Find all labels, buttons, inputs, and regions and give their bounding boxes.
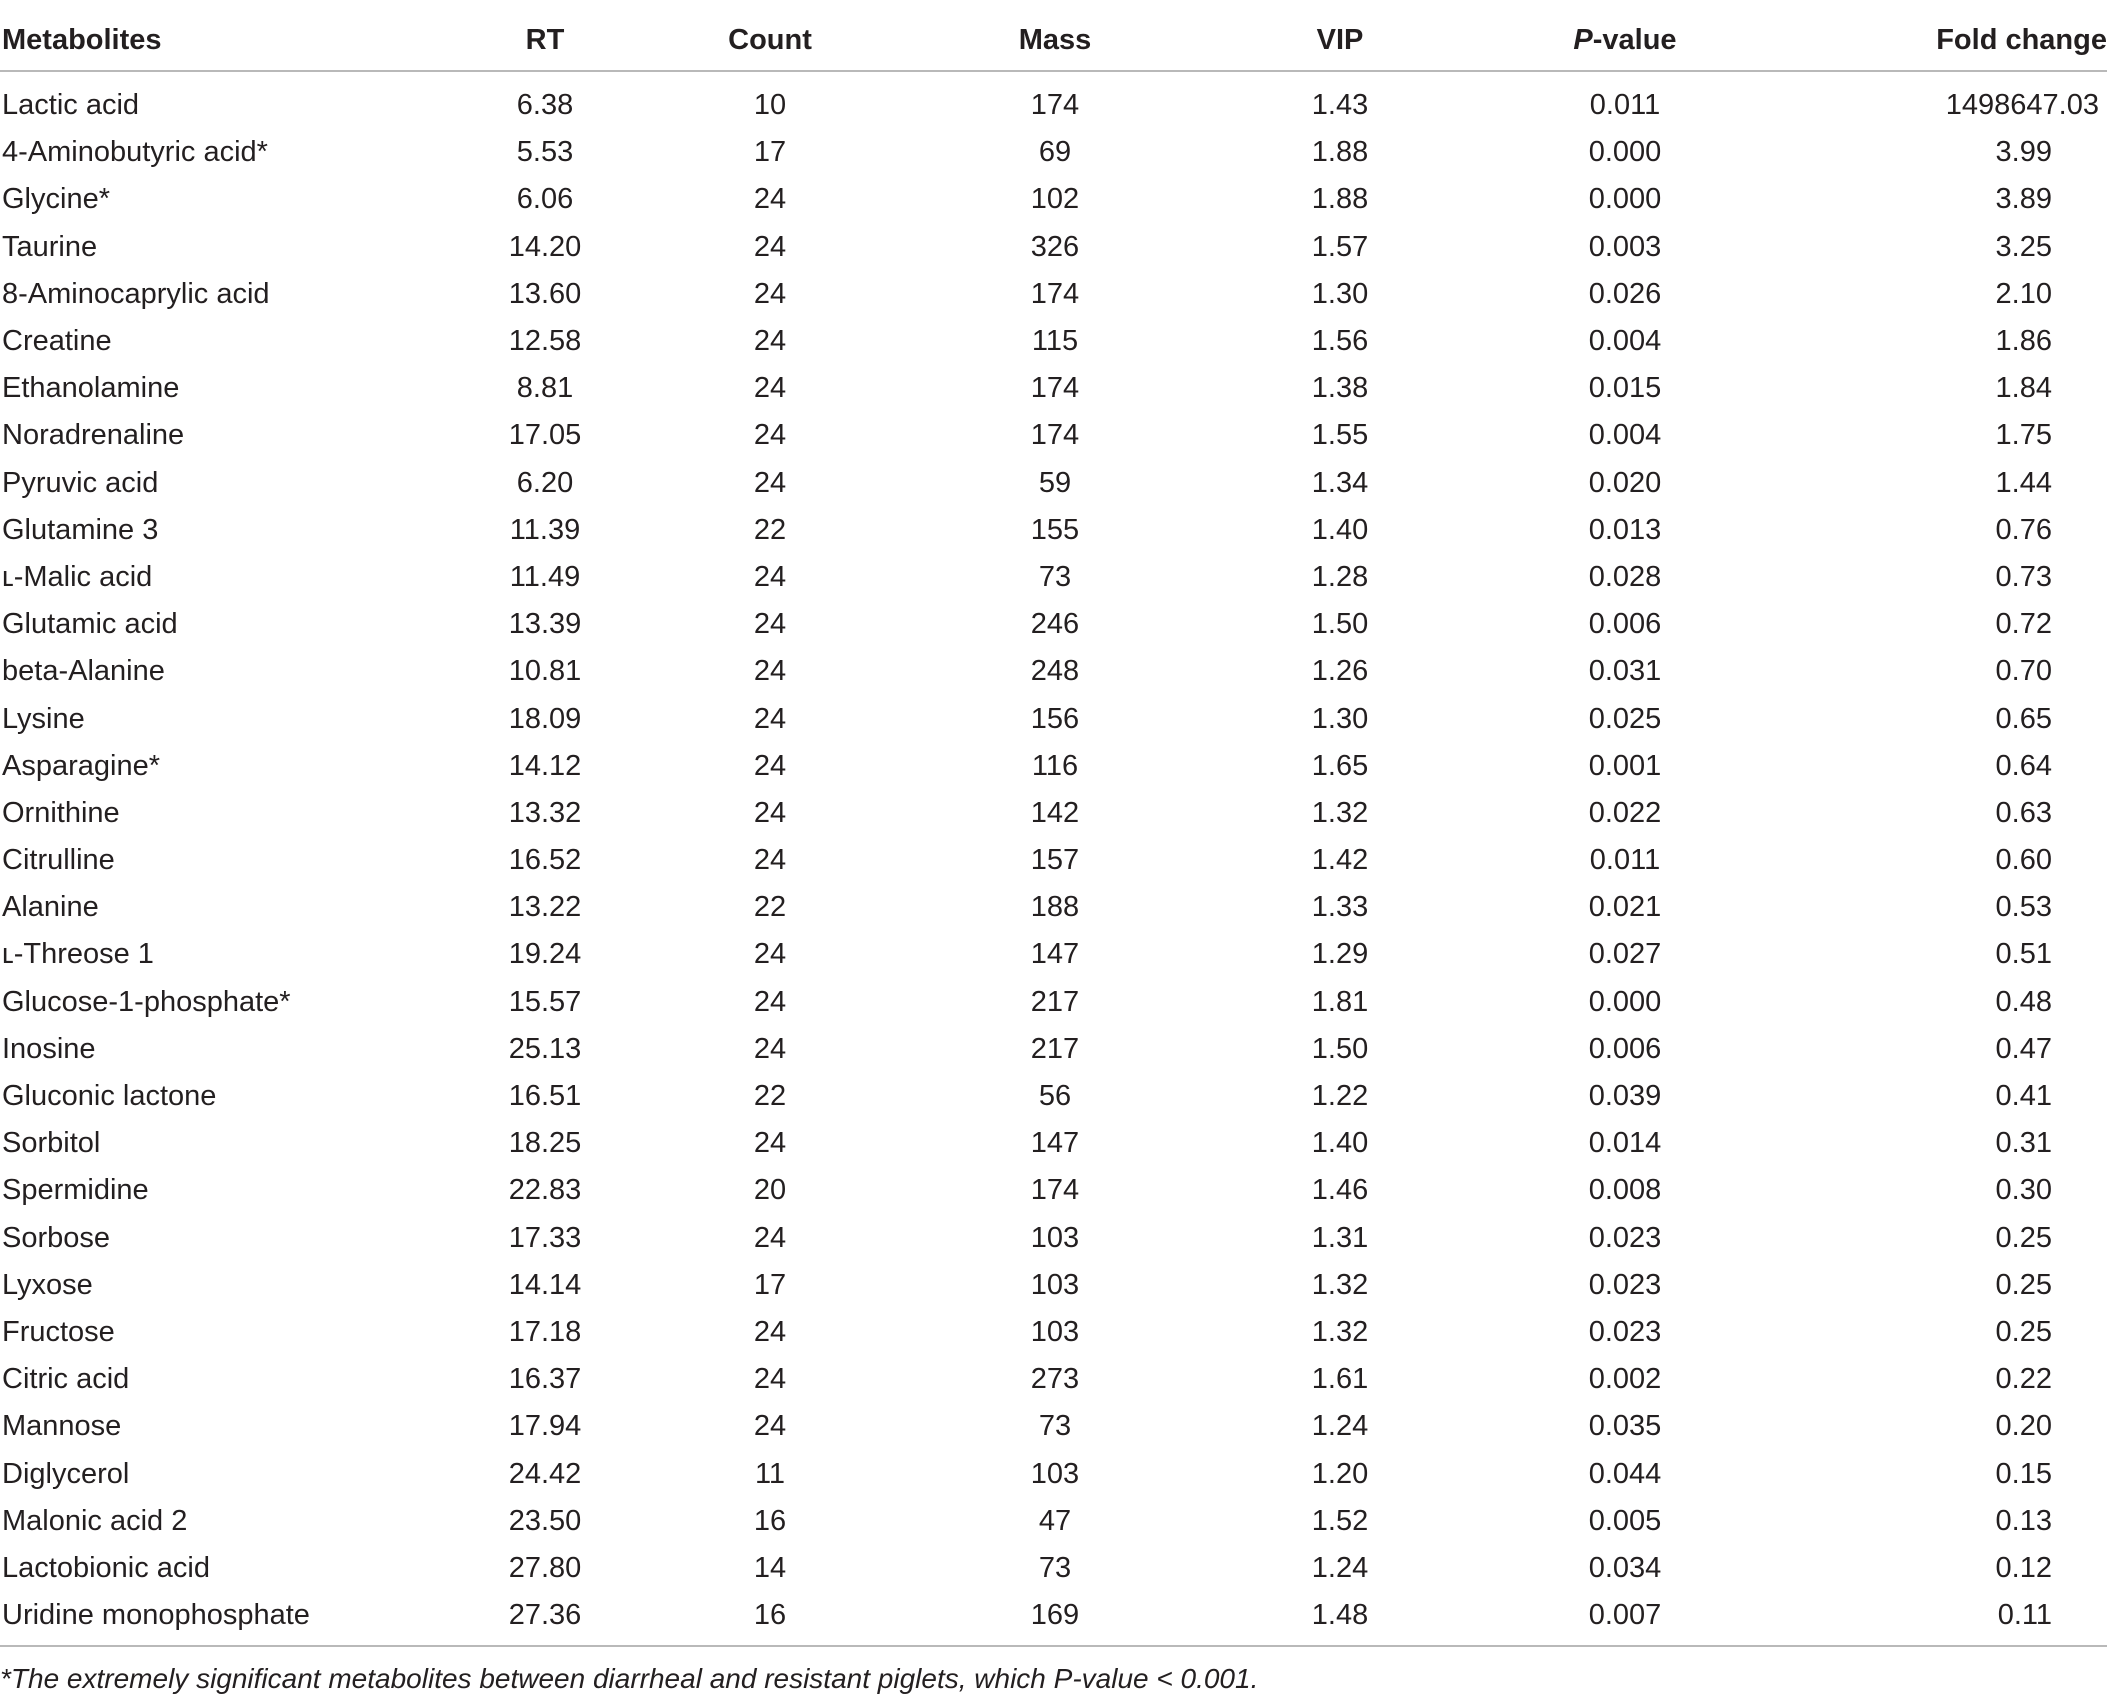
cell-p-value: 0.035 xyxy=(1588,1410,1662,1443)
cell-rt: 14.12 xyxy=(508,749,582,782)
header-mass: Mass xyxy=(920,10,1190,71)
cell-vip: 1.56 xyxy=(1311,325,1369,358)
cell-count: 24 xyxy=(753,985,787,1018)
table-row xyxy=(0,601,2107,648)
cell-count: 17 xyxy=(753,1268,787,1301)
cell-mass: 157 xyxy=(1030,844,1080,877)
header-fold-change: Fold change xyxy=(1760,10,2107,71)
cell-p-value: 0.011 xyxy=(1589,844,1661,877)
cell-count: 24 xyxy=(753,938,787,971)
cell-rt: 27.80 xyxy=(508,1551,582,1584)
header-count: Count xyxy=(620,10,920,71)
table-row xyxy=(0,648,2107,695)
cell-fold-change: 1.75 xyxy=(1995,419,2052,452)
cell-metabolite: Ornithine xyxy=(2,796,120,829)
cell-fold-change: 0.70 xyxy=(1995,655,2052,688)
cell-count: 24 xyxy=(753,277,787,310)
cell-vip: 1.32 xyxy=(1311,1268,1369,1301)
cell-mass: 248 xyxy=(1030,655,1080,688)
cell-fold-change: 0.48 xyxy=(1995,985,2052,1018)
cell-p-value: 0.039 xyxy=(1588,1080,1662,1113)
cell-count: 24 xyxy=(753,1410,787,1443)
cell-fold-change: 0.41 xyxy=(1995,1080,2052,1113)
cell-vip: 1.81 xyxy=(1311,985,1369,1018)
cell-vip: 1.30 xyxy=(1311,277,1369,310)
cell-vip: 1.55 xyxy=(1311,419,1369,452)
table-footnote: *The extremely significant metabolites between diarrheal and resistant piglets, which P-value < 0.001. xyxy=(0,1663,1259,1694)
cell-mass: 174 xyxy=(1030,89,1080,122)
table-row xyxy=(0,224,2107,271)
cell-mass: 273 xyxy=(1030,1363,1080,1396)
cell-rt: 10.81 xyxy=(508,655,582,688)
cell-vip: 1.32 xyxy=(1311,1315,1369,1348)
cell-p-value: 0.025 xyxy=(1588,702,1662,735)
header-p-suffix: -value xyxy=(1592,23,1677,56)
cell-mass: 103 xyxy=(1030,1457,1080,1490)
cell-vip: 1.65 xyxy=(1311,749,1369,782)
cell-metabolite: Glucose-1-phosphate* xyxy=(2,985,291,1018)
cell-rt: 16.52 xyxy=(508,844,582,877)
cell-rt: 16.51 xyxy=(508,1080,582,1113)
cell-vip: 1.88 xyxy=(1311,183,1369,216)
cell-p-value: 0.021 xyxy=(1588,891,1662,924)
cell-count: 22 xyxy=(753,1080,787,1113)
cell-mass: 217 xyxy=(1030,985,1080,1018)
cell-rt: 11.49 xyxy=(509,560,581,593)
cell-mass: 156 xyxy=(1030,702,1080,735)
cell-metabolite: 4-Aminobutyric acid* xyxy=(2,136,268,169)
cell-vip: 1.46 xyxy=(1311,1174,1369,1207)
cell-p-value: 0.005 xyxy=(1588,1504,1662,1537)
cell-metabolite: Inosine xyxy=(2,1032,96,1065)
table-row xyxy=(0,931,2107,978)
cell-rt: 8.81 xyxy=(516,372,574,405)
cell-fold-change: 1.44 xyxy=(1995,466,2052,499)
cell-vip: 1.40 xyxy=(1311,513,1369,546)
cell-count: 24 xyxy=(753,1127,787,1160)
cell-fold-change: 3.25 xyxy=(1995,230,2052,263)
table-row xyxy=(0,460,2107,507)
table-row xyxy=(0,71,2107,129)
cell-metabolite: Diglycerol xyxy=(2,1457,130,1490)
cell-vip: 1.42 xyxy=(1311,844,1369,877)
table-row xyxy=(0,1262,2107,1309)
cell-mass: 174 xyxy=(1030,419,1080,452)
cell-metabolite: Pyruvic acid xyxy=(2,466,159,499)
cell-p-value: 0.023 xyxy=(1588,1221,1662,1254)
table-row xyxy=(0,1498,2107,1545)
cell-fold-change: 1.84 xyxy=(1995,372,2052,405)
cell-fold-change: 0.72 xyxy=(1995,608,2052,641)
cell-mass: 73 xyxy=(1038,1410,1072,1443)
cell-rt: 17.18 xyxy=(508,1315,582,1348)
cell-mass: 115 xyxy=(1031,325,1079,358)
cell-rt: 23.50 xyxy=(508,1504,582,1537)
cell-mass: 174 xyxy=(1030,372,1080,405)
cell-metabolite: Uridine monophosphate xyxy=(0,1592,470,1646)
cell-count: 24 xyxy=(753,1221,787,1254)
cell-fold-change: 0.25 xyxy=(1995,1315,2052,1348)
cell-rt: 14.14 xyxy=(508,1268,582,1301)
cell-p-value: 0.003 xyxy=(1588,230,1662,263)
cell-fold-change: 0.63 xyxy=(1995,796,2052,829)
cell-mass: 174 xyxy=(1030,277,1080,310)
cell-p-value: 0.023 xyxy=(1588,1268,1662,1301)
cell-p-value: 0.007 xyxy=(1490,1592,1760,1646)
cell-p-value: 0.006 xyxy=(1588,608,1662,641)
cell-p-value: 0.014 xyxy=(1588,1127,1662,1160)
cell-mass: 155 xyxy=(1030,513,1080,546)
cell-metabolite: ʟ-Threose 1 xyxy=(2,938,154,971)
cell-fold-change: 1.86 xyxy=(1995,325,2052,358)
table-row xyxy=(0,318,2107,365)
cell-fold-change: 0.11 xyxy=(1760,1592,2107,1646)
cell-mass: 103 xyxy=(1030,1221,1080,1254)
cell-vip: 1.40 xyxy=(1311,1127,1369,1160)
cell-p-value: 0.031 xyxy=(1588,655,1662,688)
cell-vip: 1.52 xyxy=(1311,1504,1369,1537)
cell-count: 24 xyxy=(753,325,787,358)
table-row xyxy=(0,176,2107,223)
cell-p-value: 0.002 xyxy=(1588,1363,1662,1396)
cell-count: 24 xyxy=(753,1032,787,1065)
cell-rt: 18.25 xyxy=(508,1127,582,1160)
cell-count: 24 xyxy=(753,702,787,735)
cell-p-value: 0.034 xyxy=(1588,1551,1662,1584)
cell-count: 24 xyxy=(753,608,787,641)
cell-mass: 69 xyxy=(1038,136,1072,169)
cell-rt: 17.05 xyxy=(508,419,582,452)
table-row xyxy=(0,1215,2107,1262)
cell-p-value: 0.000 xyxy=(1588,183,1662,216)
cell-mass: 73 xyxy=(1038,1551,1072,1584)
table-row xyxy=(0,1450,2107,1497)
cell-count: 24 xyxy=(753,230,787,263)
cell-fold-change: 0.25 xyxy=(1995,1221,2052,1254)
cell-metabolite: Fructose xyxy=(2,1315,115,1348)
header-p-letter: P xyxy=(1573,23,1593,56)
cell-fold-change: 0.60 xyxy=(1995,844,2052,877)
cell-vip: 1.38 xyxy=(1311,372,1369,405)
cell-rt: 18.09 xyxy=(508,702,582,735)
cell-fold-change: 0.15 xyxy=(1995,1457,2052,1490)
cell-vip: 1.28 xyxy=(1311,560,1369,593)
table-row xyxy=(0,365,2107,412)
cell-vip: 1.20 xyxy=(1311,1457,1369,1490)
cell-count: 24 xyxy=(753,1363,787,1396)
cell-p-value: 0.027 xyxy=(1588,938,1662,971)
cell-count: 14 xyxy=(753,1551,787,1584)
cell-vip: 1.29 xyxy=(1311,938,1369,971)
table-row xyxy=(0,1403,2107,1450)
cell-mass: 246 xyxy=(1030,608,1080,641)
cell-p-value: 0.015 xyxy=(1588,372,1662,405)
cell-count: 16 xyxy=(753,1504,787,1537)
cell-rt: 13.32 xyxy=(508,796,582,829)
cell-fold-change: 0.47 xyxy=(1995,1032,2052,1065)
cell-count: 17 xyxy=(753,136,787,169)
metabolites-table-container xyxy=(0,10,2107,1647)
cell-p-value: 0.026 xyxy=(1588,277,1662,310)
cell-fold-change: 0.25 xyxy=(1995,1268,2052,1301)
cell-mass: 147 xyxy=(1030,1127,1080,1160)
cell-metabolite: Glutamine 3 xyxy=(2,513,159,546)
header-row xyxy=(0,10,2107,71)
cell-mass: 102 xyxy=(1030,183,1080,216)
cell-count: 24 xyxy=(753,419,787,452)
table-row xyxy=(0,1120,2107,1167)
table-row xyxy=(0,1309,2107,1356)
cell-p-value: 0.028 xyxy=(1588,560,1662,593)
table-row xyxy=(0,1073,2107,1120)
cell-vip: 1.22 xyxy=(1311,1080,1369,1113)
cell-vip: 1.48 xyxy=(1190,1592,1490,1646)
cell-metabolite: Gluconic lactone xyxy=(2,1080,217,1113)
table-row xyxy=(0,790,2107,837)
cell-rt: 17.94 xyxy=(508,1410,582,1443)
cell-count: 24 xyxy=(753,1315,787,1348)
cell-count: 24 xyxy=(753,466,787,499)
cell-metabolite: Ethanolamine xyxy=(2,372,180,405)
table-row xyxy=(0,1592,2107,1646)
cell-p-value: 0.013 xyxy=(1588,513,1662,546)
table-row xyxy=(0,412,2107,459)
cell-mass: 169 xyxy=(920,1592,1190,1646)
cell-metabolite: Creatine xyxy=(2,325,112,358)
cell-p-value: 0.020 xyxy=(1588,466,1662,499)
cell-count: 24 xyxy=(753,183,787,216)
header-vip: VIP xyxy=(1190,10,1490,71)
cell-fold-change: 0.22 xyxy=(1995,1363,2052,1396)
cell-rt: 13.60 xyxy=(508,277,582,310)
cell-rt: 13.39 xyxy=(508,608,582,641)
cell-rt: 12.58 xyxy=(508,325,582,358)
cell-vip: 1.61 xyxy=(1311,1363,1369,1396)
cell-rt: 6.38 xyxy=(516,89,574,122)
cell-vip: 1.43 xyxy=(1311,89,1369,122)
cell-fold-change: 0.30 xyxy=(1995,1174,2052,1207)
cell-metabolite: Citric acid xyxy=(2,1363,130,1396)
cell-rt: 6.06 xyxy=(516,183,574,216)
cell-count: 24 xyxy=(753,844,787,877)
cell-mass: 73 xyxy=(1038,560,1072,593)
cell-mass: 174 xyxy=(1030,1174,1080,1207)
cell-mass: 217 xyxy=(1030,1032,1080,1065)
header-metabolites: Metabolites xyxy=(0,10,470,71)
cell-metabolite: Spermidine xyxy=(2,1174,149,1207)
cell-fold-change: 0.20 xyxy=(1995,1410,2052,1443)
cell-metabolite: Taurine xyxy=(2,230,98,263)
cell-count: 16 xyxy=(620,1592,920,1646)
cell-vip: 1.88 xyxy=(1311,136,1369,169)
cell-metabolite: Noradrenaline xyxy=(2,419,185,452)
table-row xyxy=(0,1356,2107,1403)
cell-p-value: 0.000 xyxy=(1588,985,1662,1018)
cell-metabolite: Malonic acid 2 xyxy=(2,1504,188,1537)
cell-metabolite: Sorbitol xyxy=(2,1127,101,1160)
table-row xyxy=(0,129,2107,176)
cell-vip: 1.24 xyxy=(1311,1551,1369,1584)
cell-rt: 19.24 xyxy=(508,938,582,971)
cell-vip: 1.34 xyxy=(1311,466,1369,499)
header-rt: RT xyxy=(470,10,620,71)
table-row xyxy=(0,837,2107,884)
cell-p-value: 0.022 xyxy=(1588,796,1662,829)
cell-fold-change: 0.12 xyxy=(1995,1551,2052,1584)
cell-fold-change: 0.73 xyxy=(1995,560,2052,593)
cell-metabolite: Asparagine* xyxy=(2,749,160,782)
cell-rt: 27.36 xyxy=(470,1592,620,1646)
cell-p-value: 0.004 xyxy=(1588,325,1662,358)
cell-mass: 142 xyxy=(1030,796,1080,829)
cell-metabolite: Lactobionic acid xyxy=(2,1551,210,1584)
table-row xyxy=(0,743,2107,790)
cell-vip: 1.30 xyxy=(1311,702,1369,735)
cell-count: 24 xyxy=(753,749,787,782)
cell-mass: 56 xyxy=(1038,1080,1072,1113)
cell-rt: 16.37 xyxy=(508,1363,582,1396)
table-row xyxy=(0,507,2107,554)
cell-rt: 24.42 xyxy=(508,1457,582,1490)
cell-mass: 103 xyxy=(1030,1268,1080,1301)
table-row xyxy=(0,554,2107,601)
cell-fold-change: 0.76 xyxy=(1995,513,2052,546)
cell-vip: 1.50 xyxy=(1311,608,1369,641)
table-row xyxy=(0,979,2107,1026)
cell-p-value: 0.023 xyxy=(1588,1315,1662,1348)
cell-fold-change: 0.53 xyxy=(1995,891,2052,924)
cell-metabolite: Glycine* xyxy=(2,183,110,216)
cell-count: 10 xyxy=(753,89,787,122)
cell-rt: 11.39 xyxy=(509,513,581,546)
cell-rt: 25.13 xyxy=(508,1032,582,1065)
cell-metabolite: Glutamic acid xyxy=(2,608,178,641)
cell-fold-change: 0.51 xyxy=(1995,938,2052,971)
cell-mass: 326 xyxy=(1030,230,1080,263)
cell-p-value: 0.001 xyxy=(1588,749,1662,782)
table-row xyxy=(0,1545,2107,1592)
cell-mass: 47 xyxy=(1038,1504,1072,1537)
cell-rt: 22.83 xyxy=(508,1174,582,1207)
table-row xyxy=(0,1167,2107,1214)
cell-rt: 6.20 xyxy=(516,466,574,499)
cell-fold-change: 0.64 xyxy=(1995,749,2052,782)
cell-vip: 1.32 xyxy=(1311,796,1369,829)
cell-metabolite: Citrulline xyxy=(2,844,115,877)
table-row xyxy=(0,884,2107,931)
cell-fold-change: 2.10 xyxy=(1995,277,2052,310)
cell-p-value: 0.000 xyxy=(1588,136,1662,169)
cell-count: 22 xyxy=(753,513,787,546)
cell-p-value: 0.004 xyxy=(1588,419,1662,452)
cell-vip: 1.50 xyxy=(1311,1032,1369,1065)
cell-rt: 5.53 xyxy=(516,136,574,169)
cell-rt: 14.20 xyxy=(508,230,582,263)
cell-count: 20 xyxy=(753,1174,787,1207)
cell-fold-change: 0.31 xyxy=(1995,1127,2052,1160)
table-row xyxy=(0,1026,2107,1073)
cell-metabolite: ʟ-Malic acid xyxy=(2,560,153,593)
table-row xyxy=(0,271,2107,318)
cell-vip: 1.57 xyxy=(1311,230,1369,263)
cell-metabolite: Alanine xyxy=(2,891,99,924)
cell-p-value: 0.044 xyxy=(1588,1457,1662,1490)
cell-metabolite: 8-Aminocaprylic acid xyxy=(2,277,270,310)
cell-fold-change: 0.65 xyxy=(1995,702,2052,735)
cell-fold-change: 1498647.03 xyxy=(1945,89,2099,122)
cell-metabolite: beta-Alanine xyxy=(2,655,165,688)
cell-count: 22 xyxy=(753,891,787,924)
cell-fold-change: 3.89 xyxy=(1995,183,2052,216)
cell-mass: 188 xyxy=(1030,891,1080,924)
cell-count: 24 xyxy=(753,560,787,593)
cell-metabolite: Lyxose xyxy=(2,1268,93,1301)
cell-rt: 17.33 xyxy=(508,1221,582,1254)
table-row xyxy=(0,695,2107,742)
cell-fold-change: 0.13 xyxy=(1995,1504,2052,1537)
cell-metabolite: Lysine xyxy=(2,702,85,735)
cell-mass: 147 xyxy=(1030,938,1080,971)
cell-mass: 59 xyxy=(1038,466,1072,499)
cell-count: 24 xyxy=(753,372,787,405)
cell-mass: 103 xyxy=(1030,1315,1080,1348)
cell-vip: 1.26 xyxy=(1311,655,1369,688)
cell-p-value: 0.008 xyxy=(1588,1174,1662,1207)
table-body xyxy=(0,71,2107,1646)
cell-mass: 116 xyxy=(1031,749,1079,782)
cell-p-value: 0.011 xyxy=(1589,89,1661,122)
header-p-value xyxy=(1490,10,1760,71)
cell-count: 11 xyxy=(754,1457,786,1490)
cell-rt: 15.57 xyxy=(508,985,582,1018)
cell-count: 24 xyxy=(753,796,787,829)
cell-count: 24 xyxy=(753,655,787,688)
cell-metabolite: Lactic acid xyxy=(2,89,140,122)
cell-fold-change: 3.99 xyxy=(1995,136,2052,169)
cell-vip: 1.33 xyxy=(1311,891,1369,924)
cell-rt: 13.22 xyxy=(508,891,582,924)
cell-p-value: 0.006 xyxy=(1588,1032,1662,1065)
cell-vip: 1.31 xyxy=(1311,1221,1369,1254)
cell-vip: 1.24 xyxy=(1311,1410,1369,1443)
cell-metabolite: Mannose xyxy=(2,1410,122,1443)
metabolites-table xyxy=(0,10,2107,1647)
cell-metabolite: Sorbose xyxy=(2,1221,111,1254)
